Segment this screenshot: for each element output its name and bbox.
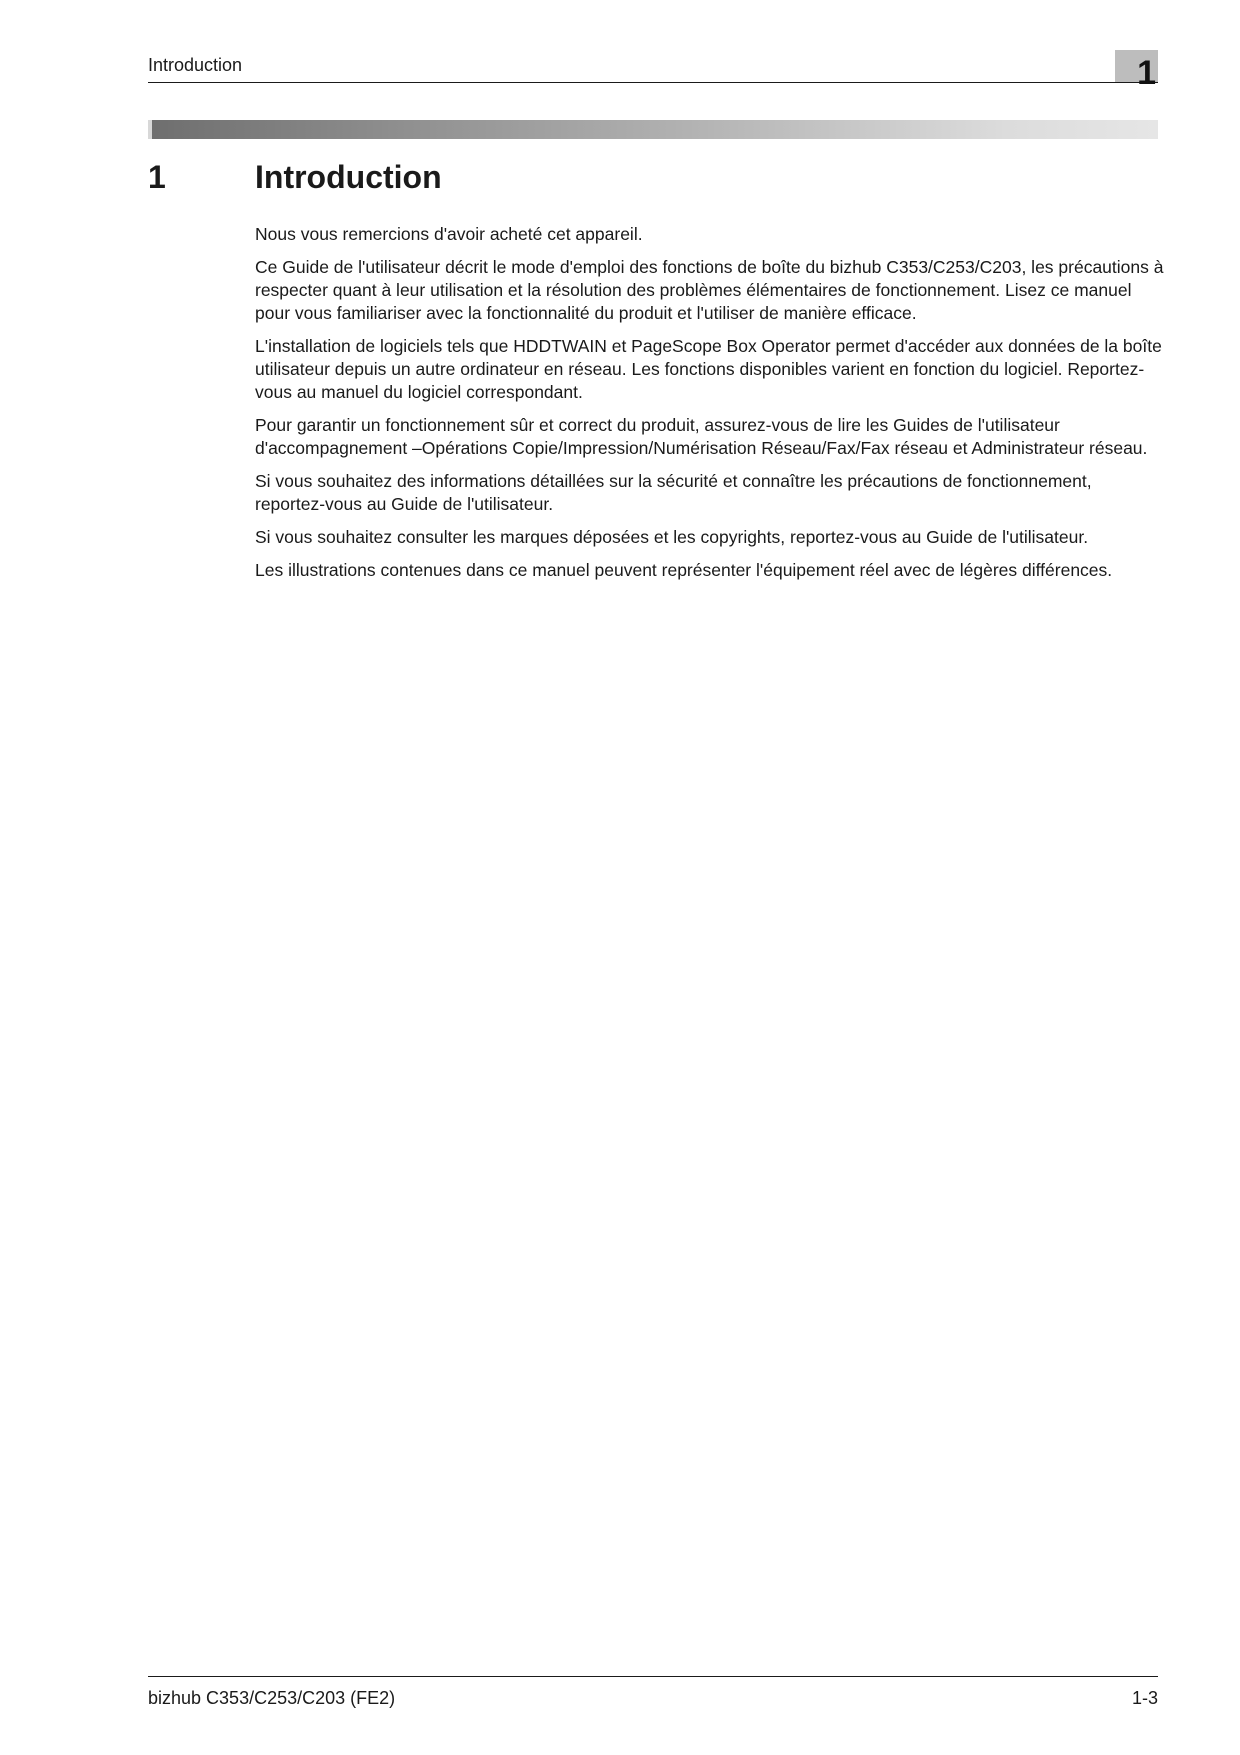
paragraph-illustrations: Les illustrations contenues dans ce manuel peuvent représenter l'équipement réel avec de légères différences. xyxy=(255,560,1113,580)
paragraph-safe-operation: Pour garantir un fonctionnement sûr et correct du produit, assurez-vous de lire les Guides de l'utilisateur d'accompagnement –Opérations Copie/Impression/Numérisation Réseau/Fax/Fax réseau et Administrateur réseau. xyxy=(255,415,1148,458)
paragraph-trademarks: Si vous souhaitez consulter les marques déposées et les copyrights, reportez-vous au Guide de l'utilisateur. xyxy=(255,527,1089,547)
chapter-number: 1 xyxy=(148,159,166,195)
chapter-gradient-bar xyxy=(148,120,1158,139)
running-footer xyxy=(148,1676,1158,1707)
chapter-gradient-bar-edge xyxy=(148,120,152,139)
header-chapter-tab xyxy=(1115,50,1158,92)
chapter-title: Introduction xyxy=(255,159,442,195)
footer-doc-title: bizhub C353/C253/C203 (FE2) xyxy=(148,1688,396,1708)
paragraph-software-access: L'installation de logiciels tels que HDDTWAIN et PageScope Box Operator permet d'accéder aux données de la boîte utilisateur depuis un autre ordinateur en réseau. Les fonctions disponibles varient en fonction du logiciel. Reportez-vous au manuel du logiciel correspondant. xyxy=(255,336,1162,402)
footer-page-number: 1-3 xyxy=(1131,1688,1158,1708)
running-header xyxy=(148,54,1158,92)
paragraph-security-info: Si vous souhaitez des informations détaillées sur la sécurité et connaître les précautions de fonctionnement, reportez-vous au Guide de l'utilisateur. xyxy=(255,471,1092,514)
header-title: Introduction xyxy=(148,55,243,75)
paragraph-thanks: Nous vous remercions d'avoir acheté cet appareil. xyxy=(255,224,643,244)
body-text xyxy=(255,223,1165,592)
paragraph-guide-description: Ce Guide de l'utilisateur décrit le mode d'emploi des fonctions de boîte du bizhub C353/C253/C203, les précautions à respecter quant à leur utilisation et la résolution des problèmes élémentaires de fonctionnement. Lisez ce manuel pour vous familiariser avec la fonctionnalité du produit et l'utiliser de manière efficace. xyxy=(255,257,1164,323)
header-chapter-number: 1 xyxy=(1137,54,1156,92)
